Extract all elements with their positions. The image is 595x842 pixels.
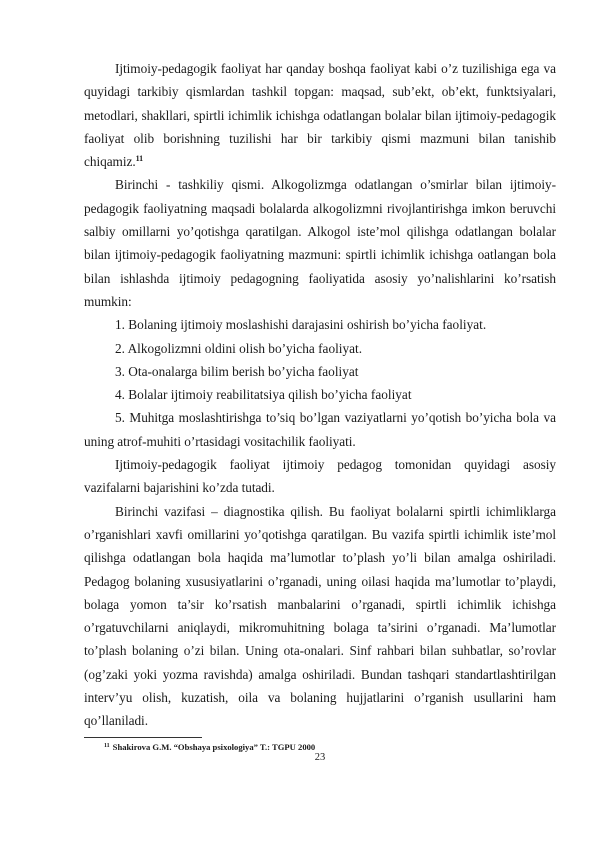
page-number: 23 [314, 752, 326, 763]
list-item: 3. Ota-onalarga bilim berish bo’yicha faoliyat [115, 363, 359, 379]
list-item: 4. Bolalar ijtimoiy reabilitatsiya qilish bo’yicha faoliyat [115, 387, 412, 403]
list-item: 5. Muhitga moslashtirishga to’siq bo’lgan vaziyatlarni yo’qotish bo’yicha bola va uning atrof-muhiti o’rtasidagi vositachilik faoliyati. [84, 410, 556, 449]
page-body [84, 57, 556, 733]
footnote-divider [84, 737, 202, 738]
paragraph-structure-text: Ijtimoiy-pedagogik faoliyat har qanday boshqa faoliyat kabi o’z tuzilishiga ega va quyidagi tarkibiy qismlardan tashkil topgan: maqsad, sub’ekt, ob’ekt, funktsiyalari, metodlari, shakllari, spirtli ichimlik ichishga odatlangan bolalar bilan ijtimoiy-pedagogik faoliyat olib borishning tuzilishi har bir tarkibiy qismi mazmuni bilan tanishib chiqamiz. [84, 61, 556, 170]
footnote-number: 11 [104, 743, 110, 749]
list-item: 2. Alkogolizmni oldini olish bo’yicha faoliyat. [115, 340, 363, 356]
footnote-reference: 11 [135, 154, 144, 164]
paragraph-structure [84, 57, 556, 173]
paragraph-tasks: Ijtimoiy-pedagogik faoliyat ijtimoiy pedagog tomonidan quyidagi asosiy vazifalarni bajarishini ko’zda tutadi. [84, 457, 556, 496]
list-item: 1. Bolaning ijtimoiy moslashishi darajasini oshirish bo’yicha faoliyat. [115, 317, 487, 333]
paragraph-organizational-part: Birinchi - tashkiliy qismi. Alkogolizmga odatlangan o’smirlar bilan ijtimoiy-pedagogik faoliyatning maqsadi bolalarda alkogolizmni rivojlantirishga imkon beruvchi salbiy omillarni yo’qotishga qaratilgan. Alkogol iste’mol qilishga odatlangan bolalar bilan ijtimoiy-pedagogik faoliyatning mazmuni: spirtli ichimlik ichishga oatlangan bola bilan ishlashda ijtimoiy pedagogning faoliyatida asosiy yo’nalishlarini ko’rsatish mumkin: [84, 177, 556, 309]
paragraph-diagnostics: Birinchi vazifasi – diagnostika qilish. Bu faoliyat bolalarni spirtli ichimliklarga o’rganishlari xavfi omillarini yo’qotishga qaratilgan. Bu vazifa spirtli ichimlik iste’mol qilishga odatlangan bola haqida ma’lumotlar to’plash yo’li bilan amalga oshiriladi. Pedagog bolaning xususiyatlarini o’rganadi, uning oilasi haqida ma’lumotlar to’playdi, bolaga yomon ta’sir ko’rsatish manbalarini o’rganadi, spirtli ichimlik ichishga o’rgatuvchilarni aniqlaydi, mikromuhitning bolaga ta’sirini o’rganadi. Ma’lumotlar to’plash bolaning o’zi bilan. Uning ota-onalari. Sinf rahbari bilan suhbatlar, so’rovlar (og’zaki yoki yozma ravishda) amalga oshiriladi. Bundan tashqari standartlashtirilgan interv’yu olish, kuzatish, oila va bolaning hujjatlarini o’rganish usullarini ham qo’llaniladi. [84, 503, 556, 729]
footnote-text: Shakirova G.M. “Obshaya psixologiya” T.: TGPU 2000 [112, 742, 316, 752]
